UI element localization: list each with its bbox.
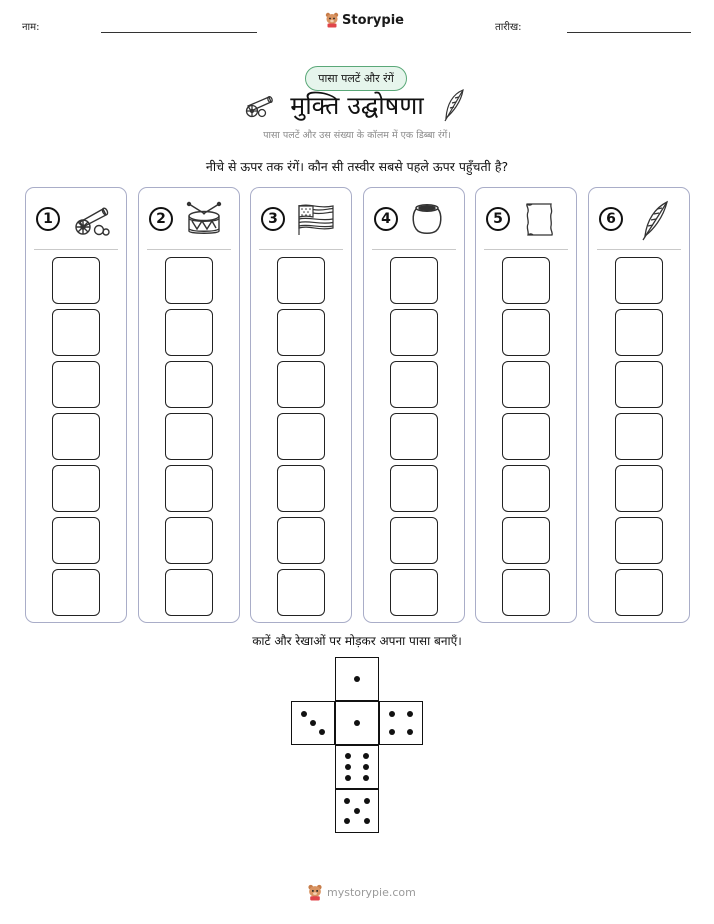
flag-icon [295,200,337,242]
column-4 [363,187,465,623]
color-box[interactable] [165,309,213,356]
pip [354,808,360,814]
color-box[interactable] [165,465,213,512]
dice-face-1 [335,657,379,701]
column-divider [372,249,456,250]
name-line[interactable] [101,32,257,33]
color-box[interactable] [615,361,663,408]
column-header [251,198,351,248]
color-box[interactable] [277,413,325,460]
pot-icon [408,200,450,242]
brand-logo [325,12,404,28]
color-box[interactable] [390,517,438,564]
color-box[interactable] [52,465,100,512]
column-header [476,198,576,248]
color-box[interactable] [502,517,550,564]
dice-instruction: काटें और रेखाओं पर मोड़कर अपना पासा बनाएँ। [252,634,462,648]
pip [364,798,370,804]
column-divider [147,249,231,250]
column-header [26,198,126,248]
color-box[interactable] [390,257,438,304]
dice-face-4 [379,701,423,745]
column-number: 6 [599,207,623,231]
color-box[interactable] [165,569,213,616]
activity-pill: पासा पलटें और रंगें [305,66,407,91]
page-title: मुक्ति उद्घोषणा [290,91,424,120]
dice-face-6 [335,745,379,789]
pip [345,764,351,770]
column-number: 1 [36,207,60,231]
date-line[interactable] [567,32,691,33]
color-box[interactable] [277,465,325,512]
pip [310,720,316,726]
color-box[interactable] [390,309,438,356]
column-5 [475,187,577,623]
color-box[interactable] [502,361,550,408]
pip [407,729,413,735]
dice-face-1 [335,701,379,745]
pip [301,711,307,717]
column-number: 4 [374,207,398,231]
color-box[interactable] [502,465,550,512]
pip [345,753,351,759]
footer-link[interactable]: mystorypie.com [327,886,416,899]
pip [344,798,350,804]
pip [319,729,325,735]
color-box[interactable] [277,569,325,616]
brand-name: Storypie [342,12,404,28]
pip [345,775,351,781]
color-box[interactable] [165,517,213,564]
date-label: तारीख: [495,22,522,33]
feather-quill-icon [441,88,467,128]
bear-mascot-icon [307,884,323,901]
color-box[interactable] [502,569,550,616]
color-box[interactable] [165,413,213,460]
color-box[interactable] [277,361,325,408]
feather-quill-icon [633,200,675,246]
column-divider [259,249,343,250]
color-box[interactable] [165,361,213,408]
pip [389,711,395,717]
color-box[interactable] [390,465,438,512]
dice-face-3 [291,701,335,745]
color-box[interactable] [277,517,325,564]
dice-face-5 [335,789,379,833]
name-label: नाम: [22,22,40,33]
color-columns [25,187,690,623]
color-box[interactable] [615,569,663,616]
subtitle: पासा पलटें और उस संख्या के कॉलम में एक डिब्बा रंगें। [263,130,451,141]
column-1 [25,187,127,623]
cannon-icon [70,200,112,242]
drum-icon [183,200,225,242]
color-box[interactable] [390,413,438,460]
color-box[interactable] [52,413,100,460]
column-divider [484,249,568,250]
color-box[interactable] [52,517,100,564]
color-box[interactable] [502,309,550,356]
color-box[interactable] [52,309,100,356]
pip [363,775,369,781]
column-header [589,198,689,248]
pip [407,711,413,717]
color-box[interactable] [52,361,100,408]
column-header [364,198,464,248]
color-box[interactable] [615,517,663,564]
column-divider [34,249,118,250]
column-3 [250,187,352,623]
color-box[interactable] [52,569,100,616]
pip [354,720,360,726]
color-box[interactable] [615,465,663,512]
color-box[interactable] [502,257,550,304]
column-header [139,198,239,248]
instruction-text: नीचे से ऊपर तक रंगें। कौन सी तस्वीर सबसे पहले ऊपर पहुँचती है? [205,159,509,174]
color-box[interactable] [502,413,550,460]
pip [363,753,369,759]
pip [354,676,360,682]
color-box[interactable] [615,257,663,304]
footer [307,884,416,901]
color-box[interactable] [277,257,325,304]
color-box[interactable] [390,569,438,616]
pip [364,818,370,824]
color-box[interactable] [52,257,100,304]
pip [363,764,369,770]
color-box[interactable] [615,309,663,356]
column-number: 3 [261,207,285,231]
color-box[interactable] [165,257,213,304]
column-2 [138,187,240,623]
column-divider [597,249,681,250]
pip [389,729,395,735]
scroll-icon [520,200,562,242]
color-box[interactable] [390,361,438,408]
color-box[interactable] [277,309,325,356]
pip [344,818,350,824]
column-number: 2 [149,207,173,231]
bear-mascot-icon [325,12,339,28]
column-6 [588,187,690,623]
color-box[interactable] [615,413,663,460]
column-number: 5 [486,207,510,231]
